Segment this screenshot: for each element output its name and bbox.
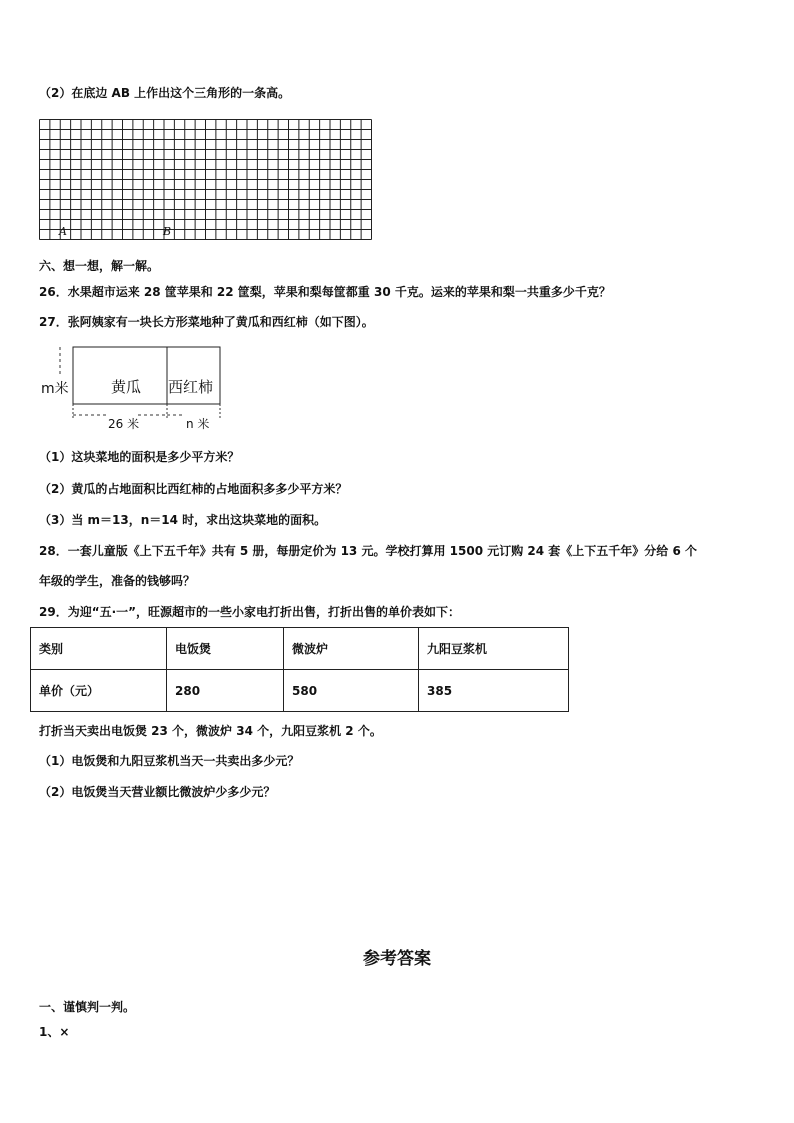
question-27-sub2: （2）黄瓜的占地面积比西红柿的占地面积多多少平方米？ bbox=[39, 482, 348, 496]
question-29-sub1: （1）电饭煲和九阳豆浆机当天一共卖出多少元？ bbox=[39, 754, 300, 768]
question-26: 26．水果超市运来 28 筐苹果和 22 筐梨，苹果和梨每筐都重 30 千克。运来的苹果和梨一共重多少千克？ bbox=[39, 285, 611, 299]
point-b-label: B bbox=[163, 225, 172, 238]
table-row bbox=[31, 670, 569, 712]
answers-title: 参考答案 bbox=[363, 949, 431, 969]
answers-section-1: 一、谨慎判一判。 bbox=[39, 1000, 136, 1014]
answer-1: 1、× bbox=[39, 1025, 70, 1039]
section-6-heading: 六、想一想，解一解。 bbox=[39, 259, 160, 273]
tomato-label: 西红柿 bbox=[168, 378, 214, 396]
height-label: m米 bbox=[41, 381, 69, 397]
question-29: 29．为迎“五·一”，旺源超市的一些小家电打折出售，打折出售的单价表如下： bbox=[39, 605, 461, 619]
question-27: 27．张阿姨家有一块长方形菜地种了黄瓜和西红柿（如下图）。 bbox=[39, 315, 374, 329]
table-cell: 280 bbox=[167, 670, 284, 712]
square-grid bbox=[39, 119, 372, 240]
table-cell: 385 bbox=[419, 670, 569, 712]
table-cell: 微波炉 bbox=[284, 628, 419, 670]
question-grid-sub2: （2）在底边 AB 上作出这个三角形的一条高。 bbox=[39, 86, 291, 100]
length-n-label: n 米 bbox=[186, 417, 210, 431]
table-cell: 电饭煲 bbox=[167, 628, 284, 670]
question-27-sub1: （1）这块菜地的面积是多少平方米？ bbox=[39, 450, 240, 464]
table-cell: 580 bbox=[284, 670, 419, 712]
vegetable-plot-diagram bbox=[40, 345, 230, 435]
question-28-line1: 28．一套儿童版《上下五千年》共有 5 册，每册定价为 13 元。学校打算用 1500 元订购 24 套《上下五千年》分给 6 个 bbox=[39, 544, 697, 558]
table-cell: 九阳豆浆机 bbox=[419, 628, 569, 670]
table-header-row bbox=[31, 628, 569, 670]
point-a-label: A bbox=[59, 225, 67, 238]
price-table bbox=[30, 627, 569, 712]
length-26-label: 26 米 bbox=[108, 417, 140, 431]
question-27-sub3: （3）当 m＝13，n＝14 时，求出这块菜地的面积。 bbox=[39, 513, 327, 527]
table-cell: 类别 bbox=[31, 628, 167, 670]
table-cell: 单价（元） bbox=[31, 670, 167, 712]
cucumber-label: 黄瓜 bbox=[111, 378, 142, 396]
grid-lines bbox=[39, 119, 373, 241]
question-29-sub2: （2）电饭煲当天营业额比微波炉少多少元？ bbox=[39, 785, 276, 799]
question-29-sales: 打折当天卖出电饭煲 23 个，微波炉 34 个，九阳豆浆机 2 个。 bbox=[39, 724, 382, 738]
question-28-line2: 年级的学生，准备的钱够吗？ bbox=[39, 574, 196, 588]
